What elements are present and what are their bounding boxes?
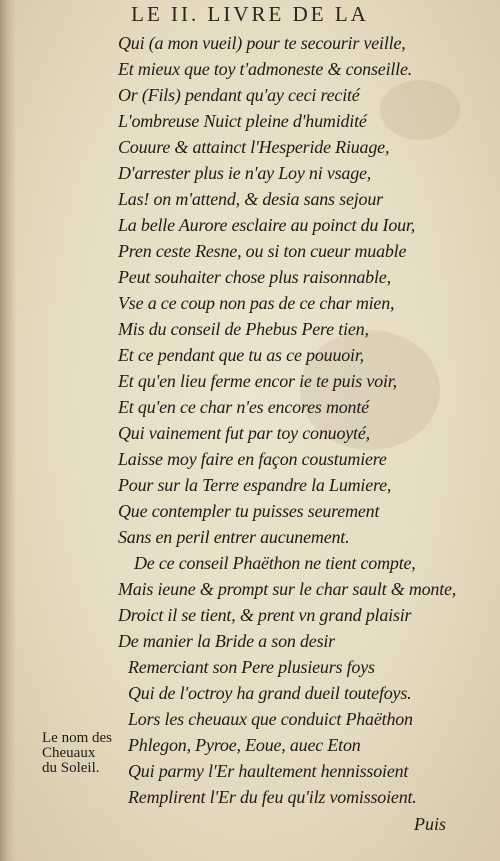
verse-line: Qui parmy l'Er haultement hennissoient [128, 761, 409, 781]
verse-line: Lors les cheuaux que conduict Phaëthon [128, 709, 413, 729]
verse-line: Pren ceste Resne, ou si ton cueur muable [118, 241, 407, 261]
verse-line: Laisse moy faire en façon coustumiere [118, 449, 387, 469]
verse-line: Remerciant son Pere plusieurs foys [128, 657, 375, 677]
catchword: Puis [414, 814, 447, 834]
marginal-note-line: Le nom des [42, 730, 112, 746]
marginal-note-line: du Soleil. [42, 760, 100, 776]
verse-line: Pour sur la Terre espandre la Lumiere, [118, 475, 392, 495]
marginal-note [42, 731, 130, 776]
running-title: LE II. LIVRE DE LA [131, 2, 369, 26]
verse-line: Vse a ce coup non pas de ce char mien, [118, 293, 395, 313]
verse-line: Et qu'en ce char n'es encores monté [118, 397, 369, 417]
verse-line: Couure & attainct l'Hesperide Riuage, [118, 137, 390, 157]
verse-line: Peut souhaiter chose plus raisonnable, [118, 267, 391, 287]
verse-line: Qui vainement fut par toy conuoyté, [118, 423, 370, 443]
verse-line: Droict il se tient, & prent vn grand plaisir [118, 605, 412, 625]
verse-line: Mis du conseil de Phebus Pere tien, [118, 319, 369, 339]
verse-line: Or (Fils) pendant qu'ay ceci recité [118, 85, 360, 105]
verse-line: De manier la Bride a son desir [118, 631, 335, 651]
verse-line: Remplirent l'Er du feu qu'ilz vomissoient. [128, 787, 417, 807]
page-gutter [0, 0, 16, 861]
verse-line: Que contempler tu puisses seurement [118, 501, 380, 521]
marginal-note-line: Cheuaux [42, 745, 96, 761]
verse-line: Et ce pendant que tu as ce pouuoir, [118, 345, 364, 365]
verse-line: Mais ieune & prompt sur le char sault & monte, [118, 579, 457, 599]
paper-stain [380, 80, 460, 140]
verse-line: La belle Aurore esclaire au poinct du Iour, [118, 215, 416, 235]
verse-line: Et qu'en lieu ferme encor ie te puis voir, [118, 371, 397, 391]
verse-line: Et mieux que toy t'admoneste & conseille. [118, 59, 413, 79]
verse-line: Qui de l'octroy ha grand dueil toutefoys. [128, 683, 412, 703]
verse-line: Las! on m'attend, & desia sans sejour [118, 189, 383, 209]
verse-line: De ce conseil Phaëthon ne tient compte, [134, 553, 416, 573]
verse-line: Phlegon, Pyroe, Eoue, auec Eton [128, 735, 361, 755]
verse-line: L'ombreuse Nuict pleine d'humidité [118, 111, 367, 131]
verse-line: Sans en peril entrer aucunement. [118, 527, 350, 547]
verse-line: Qui (a mon vueil) pour te secourir veille, [118, 33, 406, 53]
verse-line: D'arrester plus ie n'ay Loy ni vsage, [118, 163, 372, 183]
